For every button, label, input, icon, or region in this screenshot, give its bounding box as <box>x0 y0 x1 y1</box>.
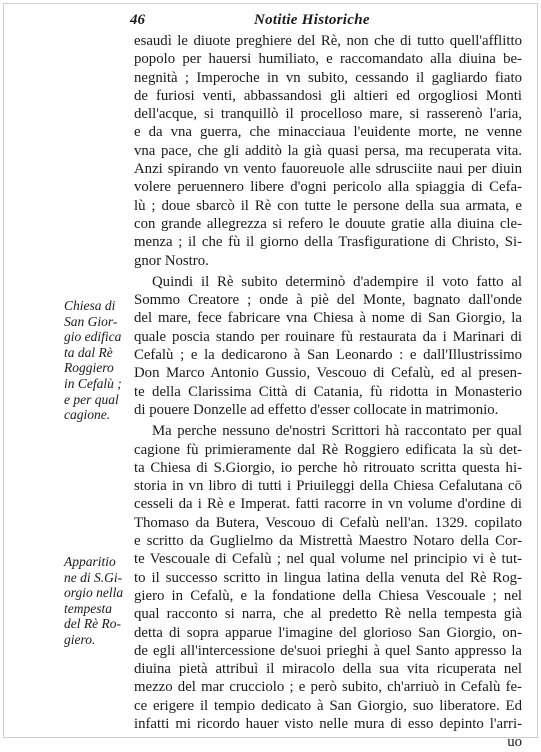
text-line: gnor Nostro. <box>134 252 209 269</box>
margin-note-line: giero. <box>64 631 96 647</box>
text-line: Thomaso da Butera, Vescouo di Cefalù nell'an. 1329. copilato <box>134 514 522 531</box>
text-line: te della Clarissima Città di Catania, fù ridotta in Monasterio <box>134 383 522 400</box>
text-line: e da vna guerra, che minacciaua l'euidente morte, ne venne <box>134 124 522 141</box>
margin-note-line: ta dal Rè <box>64 344 113 360</box>
text-line: Don Marco Antonio Gussio, Vescouo di Cefalù, ed al presen- <box>134 365 522 382</box>
text-line: detta di sopra apparue l'imagine del glorioso San Giorgio, on- <box>134 624 522 641</box>
margin-note-line: Roggiero <box>64 360 114 376</box>
text-line: mezzo del mar crucciolo ; e però subito, ch'arriuò in Cefalù fe- <box>134 679 522 696</box>
text-line: dell'acque, si tranquillò il procelloso mare, si rasserenò l'aria, <box>134 106 522 123</box>
text-line: negnità ; Imperoche in vn subito, cessando il gagliardo fiato <box>134 69 522 86</box>
text-line: vna pace, che gli additò la già quasi persa, ma recuperata vita. <box>134 142 522 159</box>
text-line: con grande allegrezza si refero le douute gratie alla diuina cle- <box>134 215 522 232</box>
margin-note-line: tempesta <box>64 600 112 616</box>
text-line: ta Chiesa di S.Giorgio, io perche hò ritrouato scritta questa hi- <box>134 459 522 476</box>
text-line: qual racconto si narra, che al predetto Rè nella tempesta già <box>134 606 522 623</box>
text-line: del mare, fece fabricare vna Chiesa à nome di San Giorgio, la <box>134 310 522 327</box>
margin-note-line: Chiesa di <box>64 298 116 313</box>
running-title: Notitie Historiche <box>254 12 370 28</box>
text-line: de furiosi venti, abbassandosi gli altieri ed orgogliosi Monti <box>134 87 522 104</box>
text-line: cagione fù primieramente dal Rè Roggiero edificata la sù det- <box>134 441 522 458</box>
text-line: de egli all'intercessione de'suoi prieghi à quel Santo appresso la <box>134 642 522 659</box>
book-page <box>3 3 538 751</box>
text-line: to il successo scritto in lingua latina della venuta del Rè Rog- <box>134 569 522 586</box>
page-number: 46 <box>130 12 145 28</box>
margin-note-line: orgio nella <box>64 585 124 601</box>
text-line: quale poscia stando per rouinare fù restaurata da i Marinari di <box>134 328 522 345</box>
margin-note-line: in Cefalù ; <box>64 375 122 391</box>
text-line: Ma perche nessuno de'nostri Scrittori hà raccontato per qual <box>152 423 522 440</box>
margin-note-line: ne di S.Gi- <box>64 569 123 585</box>
text-line: te Vescouale di Cefalù ; nel qual volume nel principio vi è tut- <box>134 551 522 568</box>
text-line: Quindi il Rè subito determinò d'adempire il voto fatto al <box>152 273 522 290</box>
text-line: esaudì le diuote preghiere del Rè, non che di tutto quell'afflitto <box>134 33 522 49</box>
text-line: volere peruennero libere d'ogni pericolo alla spiaggia di Cefa- <box>134 179 522 196</box>
page-header <box>104 12 504 34</box>
text-line: di pouere Donzelle ad effetto d'esser collocate in matrimonio. <box>134 401 499 418</box>
text-line: diuina pietà attribuì il miracolo della sua vita ricuperata nel <box>134 661 522 678</box>
margin-note-line: del Rè Ro- <box>64 616 121 632</box>
margin-note-line: e per qual <box>64 391 119 407</box>
text-line: infatti mi ricordo hauer visto nelle mura di esso depinto l'arri- <box>134 715 522 732</box>
text-line: popolo per hauersi humiliato, e raccomandato alla diuina be- <box>134 51 522 68</box>
catchword: uo <box>507 734 522 751</box>
text-line: menza ; il che fù il giorno della Trasfiguratione di Christo, Si- <box>134 234 522 251</box>
text-line: Sommo Creatore ; onde à piè del Monte, bagnato dall'onde <box>134 292 522 309</box>
text-line: lù ; doue sbarcò il Rè con tutte le persone della sua armata, e <box>134 197 522 214</box>
text-line: cesseli da i Rè e Imperat. fatti racorre in vn volume d'ordine di <box>134 496 522 513</box>
text-line: Anzi spirando vn vento fauoreuole alle sdrusciite naui per diuin <box>134 161 522 178</box>
margin-note-line: Apparitio <box>64 554 116 569</box>
text-line: giero in Cefalù, e la fondatione della Chiesa Vescouale ; nel <box>134 587 522 604</box>
margin-note-apparition-of-san-giorgio <box>64 554 134 648</box>
text-line: storia in vn libro di tutti i Priuileggi della Chiesa Cefalutana cō <box>134 478 522 495</box>
text-line: e scritto da Guglielmo da Mistrettà Maestro Notaro della Cor- <box>134 533 522 550</box>
margin-note-line: gio edifica <box>64 329 122 345</box>
margin-note-line: San Gior- <box>64 313 118 329</box>
margin-note-church-of-san-giorgio <box>64 298 134 423</box>
text-line: Cefalù ; e la dedicarono à San Leonardo : e dall'Illustrissimo <box>134 347 522 364</box>
text-line: ce erigere il tempio dedicato à San Giorgio, suo liberatore. Ed <box>134 697 522 714</box>
margin-note-line: cagione. <box>64 407 111 423</box>
main-text <box>134 32 522 752</box>
